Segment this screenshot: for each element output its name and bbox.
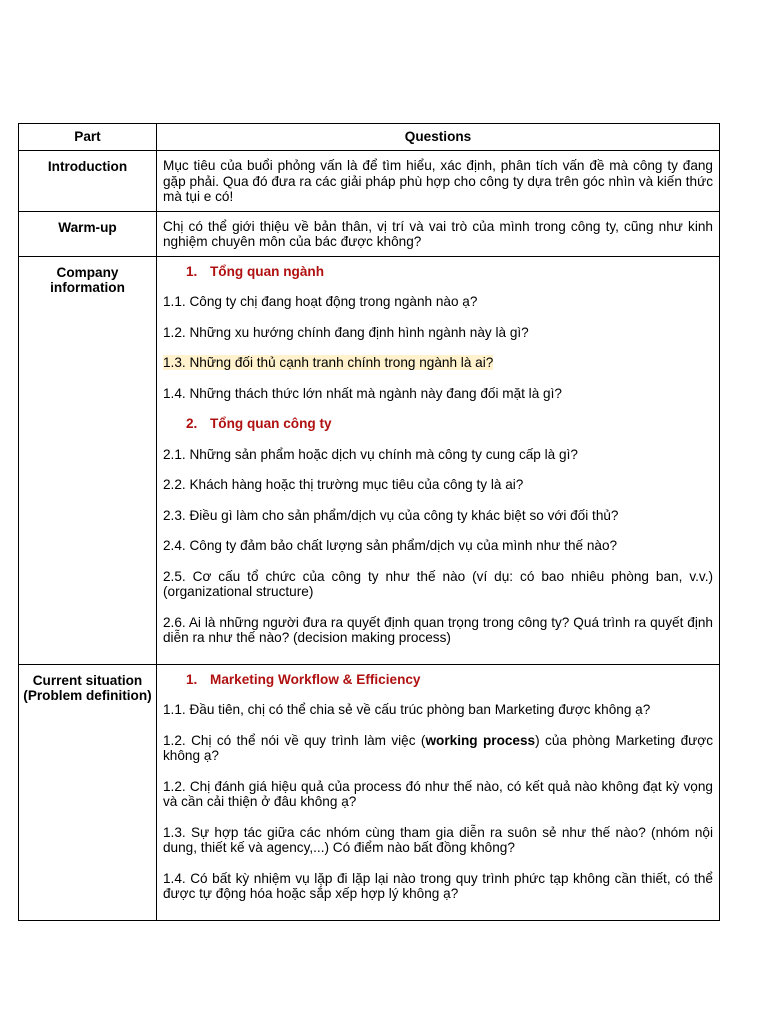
question-item: 2.3. Điều gì làm cho sản phẩm/dịch vụ của công ty khác biệt so với đối thủ? <box>163 507 619 523</box>
part-company-information: Company information <box>19 256 157 664</box>
table-row <box>19 256 720 664</box>
question-item: 2.4. Công ty đảm bảo chất lượng sản phẩm/dịch vụ của mình như thế nào? <box>163 538 618 553</box>
heading-number: 1. <box>186 671 198 687</box>
question-item: 1.4. Có bất kỳ nhiệm vụ lặp đi lặp lại nào trong quy trình phức tạp không cần thiết, có thể được tự động hóa hoặc sắp xếp hợp lý không ạ? <box>163 870 713 901</box>
question-item: 2.2. Khách hàng hoặc thị trường mục tiêu của công ty là ai? <box>163 477 524 492</box>
part-current-situation: Current situation (Problem definition) <box>19 664 157 920</box>
section-heading <box>163 672 713 688</box>
table-row <box>19 211 720 256</box>
highlighted-question: 1.3. Những đối thủ cạnh tranh chính trong ngành là ai? <box>163 355 494 370</box>
table-row <box>19 664 720 920</box>
heading-label: Marketing Workflow & Efficiency <box>210 671 421 687</box>
part-introduction: Introduction <box>19 151 157 212</box>
question-item: 1.4. Những thách thức lớn nhất mà ngành này đang đối mặt là gì? <box>163 385 562 401</box>
question-item: 1.2. Chị đánh giá hiệu quả của process đó như thế nào, có kết quả nào không đạt kỳ vọng và cần cải thiện ở đâu không ạ? <box>163 778 713 809</box>
current-situation-questions <box>157 664 720 920</box>
question-item: 1.3. Sự hợp tác giữa các nhóm cùng tham gia diễn ra suôn sẻ như thế nào? (nhóm nội dung, thiết kế và agency,...) Có điểm nào bất đồng không? <box>163 824 713 855</box>
company-questions <box>157 256 720 664</box>
part-header: Part <box>19 124 157 151</box>
heading-number: 2. <box>186 416 198 431</box>
warmup-text: Chị có thể giới thiệu về bản thân, vị trí và vai trò của mình trong công ty, cũng như kinh nghiệm chuyên môn của bác được không? <box>157 211 720 256</box>
question-item <box>163 733 713 764</box>
question-item: 2.1. Những sản phẩm hoặc dịch vụ chính mà công ty cung cấp là gì? <box>163 446 578 462</box>
section-heading <box>163 264 713 280</box>
question-item: 1.1. Công ty chị đang hoạt động trong ngành nào ạ? <box>163 294 478 309</box>
question-item: 1.2. Những xu hướng chính đang định hình ngành này là gì? <box>163 324 529 340</box>
bold-term: working process <box>425 732 536 748</box>
question-item: 2.6. Ai là những người đưa ra quyết định quan trọng trong công ty? Quá trình ra quyết định diễn ra như thế nào? (decision making process) <box>163 614 713 645</box>
heading-label: Tổng quan công ty <box>210 416 332 431</box>
heading-label: Tổng quan ngành <box>210 263 325 279</box>
question-text: 1.2. Chị có thể nói về quy trình làm việc ( <box>163 732 426 748</box>
questions-header: Questions <box>157 124 720 151</box>
question-text: ) của phòng Marketing được không ạ? <box>163 732 713 763</box>
interview-table <box>18 123 720 921</box>
introduction-text: Mục tiêu của buổi phỏng vấn là để tìm hiểu, xác định, phân tích vấn đề mà công ty đang gặp phải. Qua đó đưa ra các giải pháp phù hợp cho công ty dựa trên góc nhìn và kiến thức mà tụi e có! <box>157 151 720 212</box>
section-heading <box>163 416 713 432</box>
question-item: 2.5. Cơ cấu tổ chức của công ty như thế nào (ví dụ: có bao nhiêu phòng ban, v.v.) (organizational structure) <box>163 568 713 599</box>
table-row <box>19 151 720 212</box>
part-warmup: Warm-up <box>19 211 157 256</box>
heading-number: 1. <box>186 263 198 279</box>
question-item: 1.1. Đầu tiên, chị có thể chia sẻ về cấu trúc phòng ban Marketing được không ạ? <box>163 702 651 717</box>
header-row <box>19 124 720 151</box>
